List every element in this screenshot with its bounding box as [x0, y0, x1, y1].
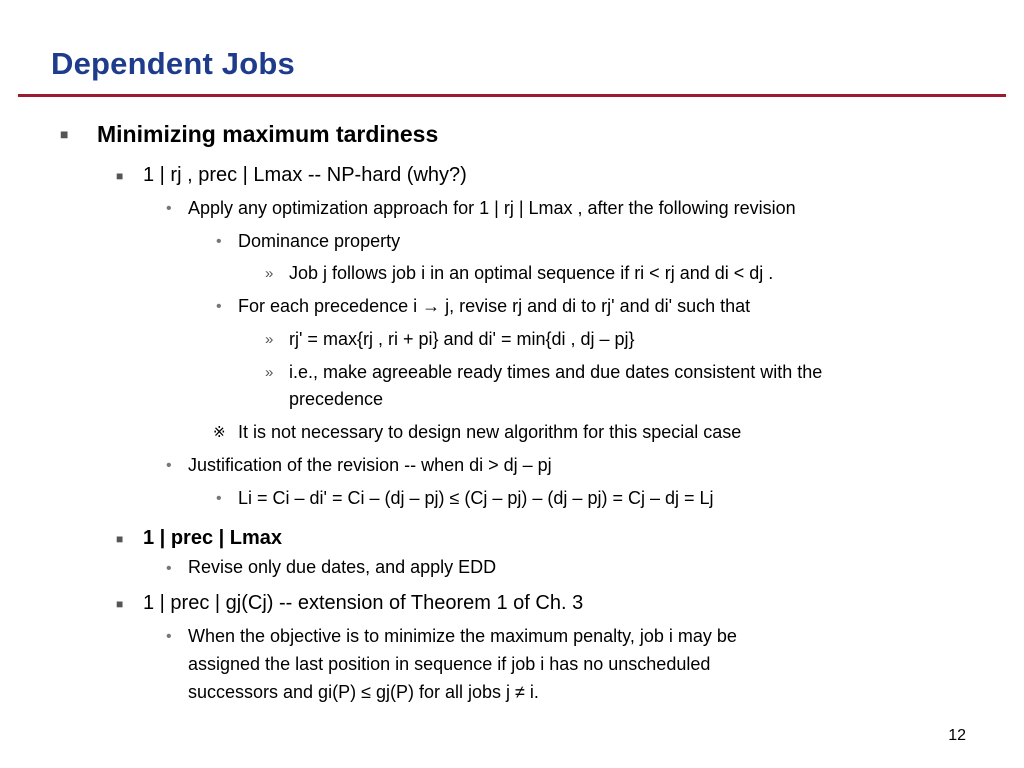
dot-bullet-icon: •: [166, 200, 172, 217]
square-bullet-icon: ■: [116, 532, 124, 546]
bullet-objective-line-2: assigned the last position in sequence if job i has no unscheduled: [188, 654, 711, 674]
bullet-objective-line-3: successors and gi(P) ≤ gj(P) for all jobs j ≠ i.: [188, 682, 539, 702]
page-number: 12: [948, 727, 966, 744]
bullet-prec-lmax: 1 | prec | Lmax: [143, 527, 283, 549]
bullet-apply-optimization: Apply any optimization approach for 1 | rj | Lmax , after the following revision: [188, 198, 796, 218]
chevron-bullet-icon: »: [265, 265, 274, 282]
slide-title: Dependent Jobs: [51, 46, 295, 81]
dot-bullet-icon: •: [166, 560, 172, 577]
bullet-rj-prec-lmax: 1 | rj , prec | Lmax -- NP-hard (why?): [143, 164, 467, 186]
bullet-job-j-follows-job-i: Job j follows job i in an optimal sequence if ri < rj and di < dj .: [289, 263, 774, 283]
square-bullet-icon: ■: [116, 597, 124, 611]
note-bullet-icon: ※: [213, 424, 226, 441]
bullet-dominance-property: Dominance property: [238, 231, 401, 251]
dot-bullet-icon: •: [166, 457, 172, 474]
dot-bullet-icon: •: [166, 628, 172, 645]
dot-bullet-icon: •: [216, 298, 222, 315]
bullet-objective-line-1: When the objective is to minimize the maximum penalty, job i may be: [188, 626, 737, 646]
bullet-make-agreeable-cont: precedence: [289, 389, 384, 409]
bullet-for-each-precedence: For each precedence i → j, revise rj and di to rj' and di' such that: [238, 296, 751, 316]
bullet-prec-gj: 1 | prec | gj(Cj) -- extension of Theorem 1 of Ch. 3: [143, 592, 584, 614]
bullet-revise-due-dates: Revise only due dates, and apply EDD: [188, 557, 497, 577]
title-divider: [18, 94, 1006, 97]
chevron-bullet-icon: »: [265, 364, 274, 381]
bullet-not-necessary: It is not necessary to design new algorithm for this special case: [238, 422, 742, 442]
bullet-minimizing-max-tardiness: Minimizing maximum tardiness: [97, 121, 439, 147]
bullet-revision-formulas: rj' = max{rj , ri + pi} and di' = min{di , dj – pj}: [289, 329, 635, 349]
square-bullet-icon: ■: [116, 169, 124, 183]
dot-bullet-icon: •: [216, 233, 222, 250]
chevron-bullet-icon: »: [265, 331, 274, 348]
square-bullet-icon: ■: [60, 126, 69, 142]
bullet-justification: Justification of the revision -- when di > dj – pj: [188, 455, 552, 475]
bullet-lateness-derivation: Li = Ci – di' = Ci – (dj – pj) ≤ (Cj – pj) – (dj – pj) = Cj – dj = Lj: [238, 488, 714, 508]
bullet-make-agreeable: i.e., make agreeable ready times and due dates consistent with the: [289, 362, 823, 382]
dot-bullet-icon: •: [216, 490, 222, 507]
